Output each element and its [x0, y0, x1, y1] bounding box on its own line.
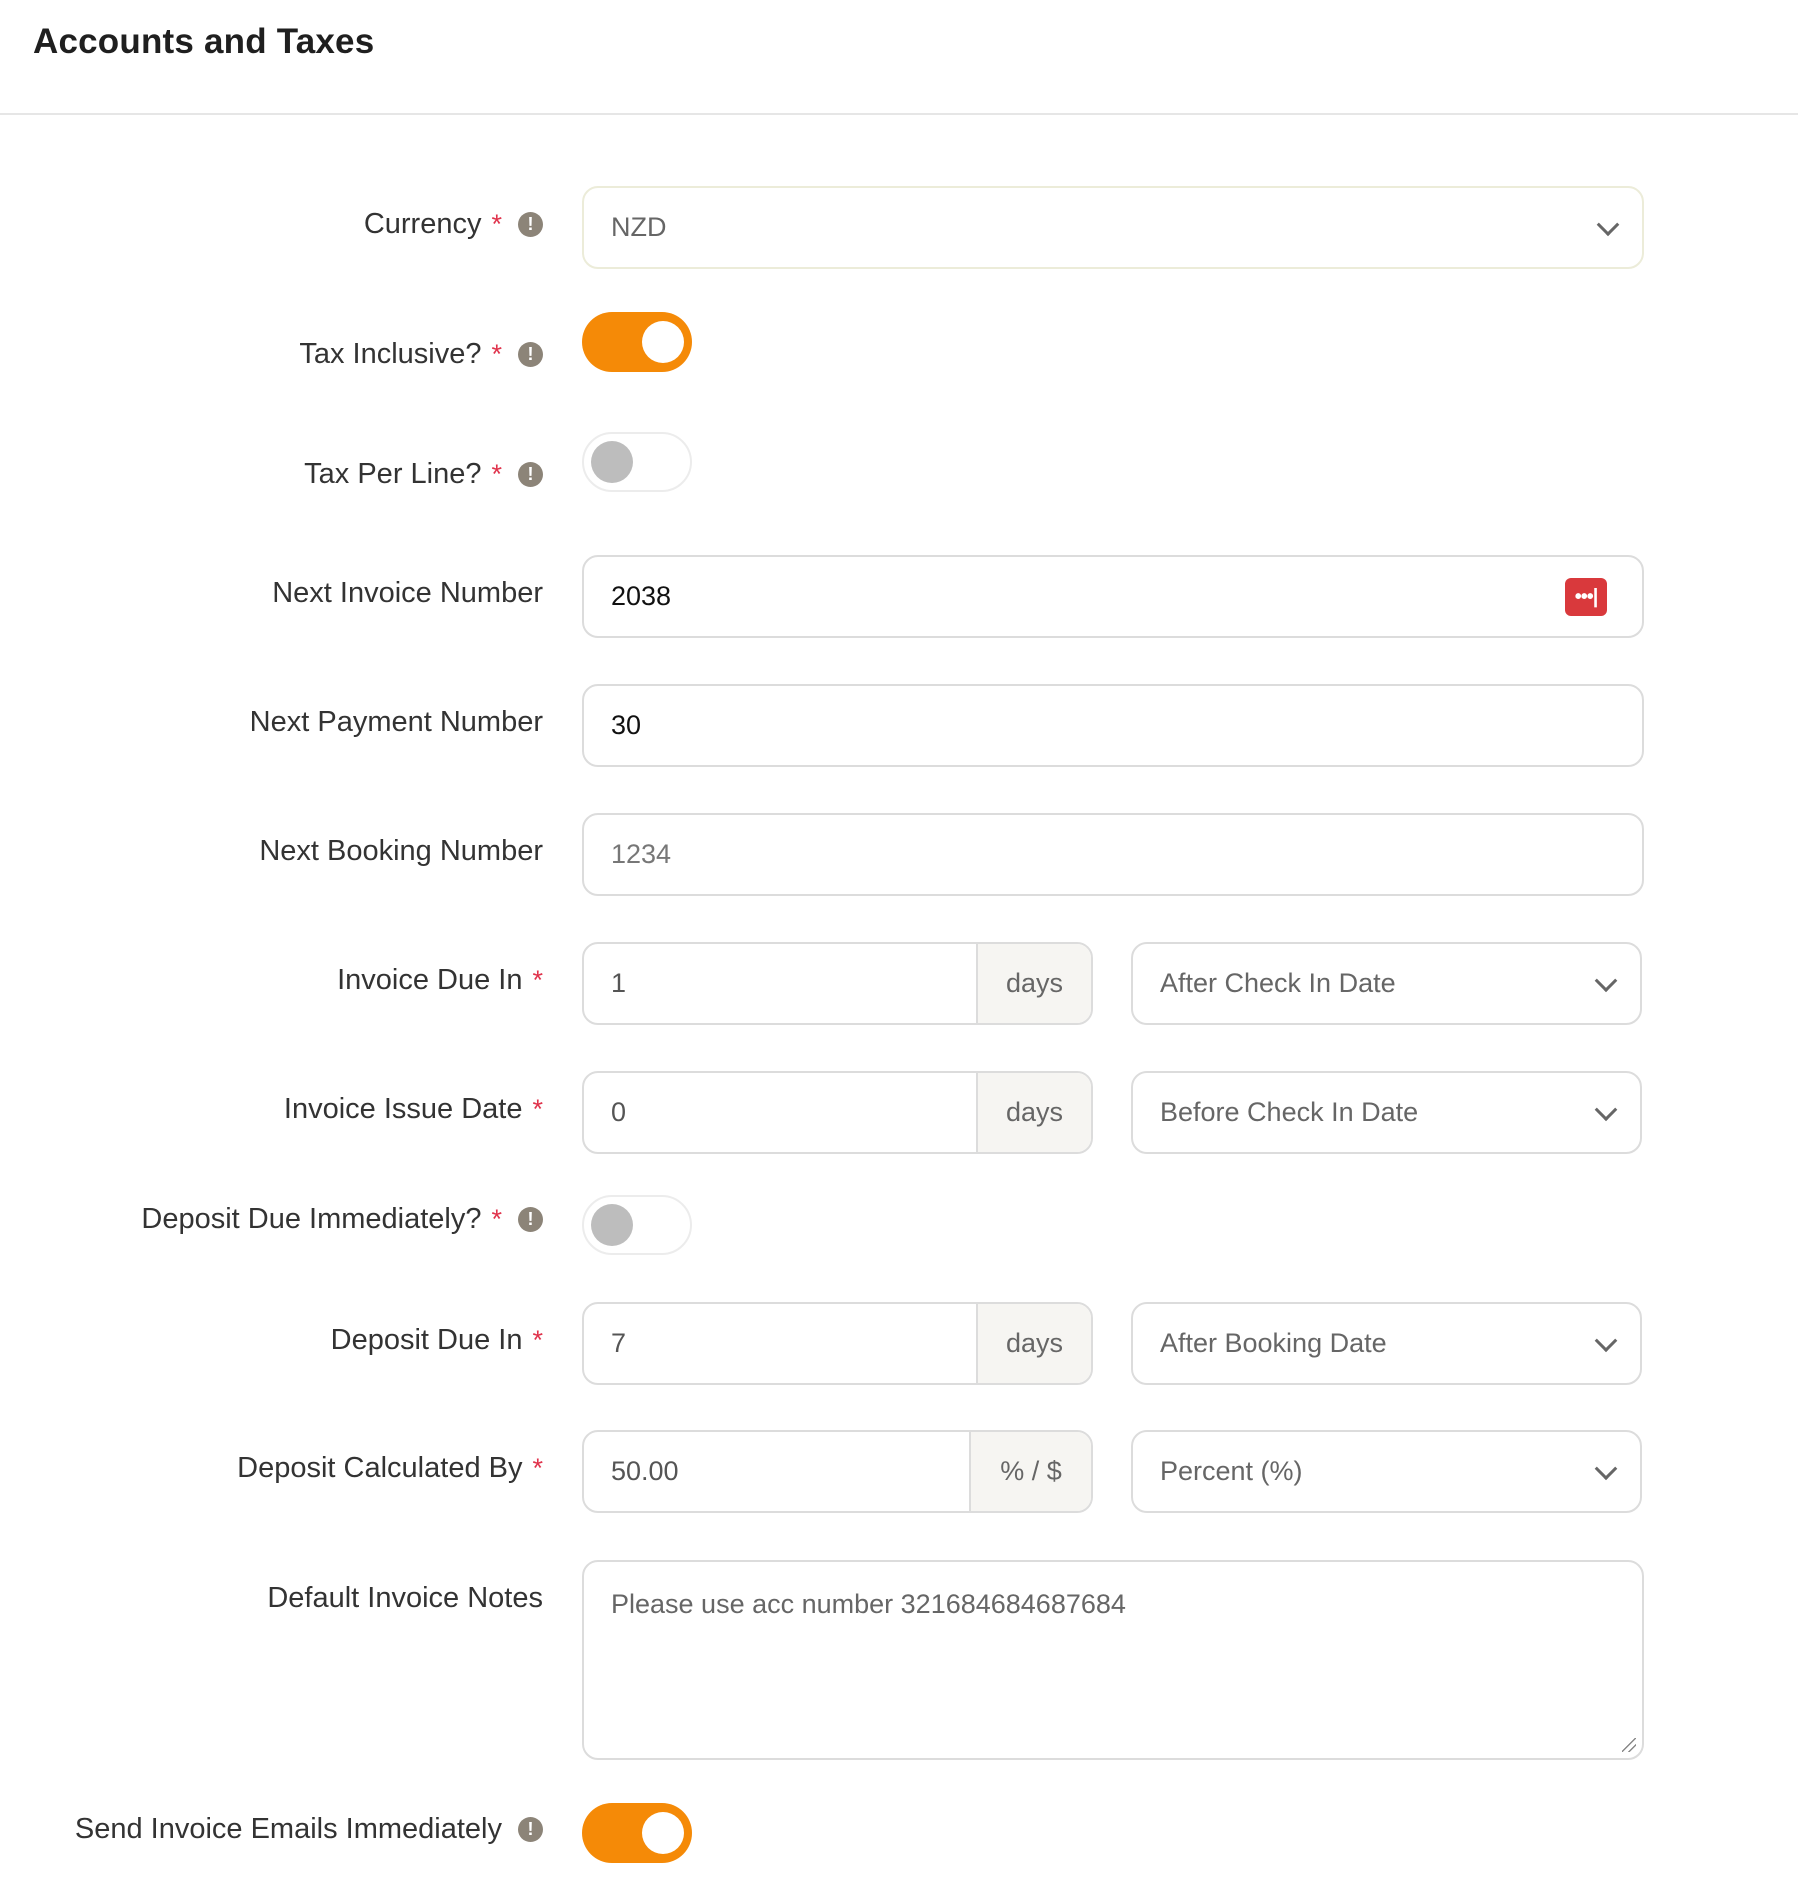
page-header [0, 0, 1798, 115]
toggle-knob [642, 1812, 684, 1854]
next-payment-number-row [0, 684, 1798, 767]
next-booking-number-input[interactable]: 1234 [582, 813, 1644, 896]
currency-row [0, 186, 1798, 269]
chevron-down-icon [1595, 1457, 1618, 1480]
password-manager-icon[interactable]: •••| [1565, 578, 1607, 616]
toggle-knob [591, 1204, 633, 1246]
page-title: Accounts and Taxes [33, 22, 375, 61]
percent-dollar-addon: % / $ [971, 1432, 1091, 1511]
invoice-issue-date-group [582, 1071, 1093, 1154]
next-invoice-number-row [0, 555, 1798, 638]
required-marker: * [532, 1325, 543, 1355]
days-addon: days [978, 1073, 1091, 1152]
required-marker: * [532, 1453, 543, 1483]
deposit-due-immediately-toggle[interactable] [582, 1195, 692, 1255]
days-addon: days [978, 1304, 1091, 1383]
tax-inclusive-row [0, 312, 1798, 372]
deposit-due-in-row [0, 1302, 1798, 1385]
default-invoice-notes-row [0, 1560, 1798, 1760]
deposit-calculated-by-group [582, 1430, 1093, 1513]
required-marker: * [491, 209, 502, 239]
info-icon[interactable]: ! [518, 212, 543, 237]
deposit-due-immediately-row [0, 1195, 1798, 1255]
next-booking-number-label: Next Booking Number [259, 835, 543, 867]
next-booking-number-row [0, 813, 1798, 896]
send-invoice-emails-row [0, 1803, 1798, 1863]
deposit-mode-select[interactable]: Percent (%) [1131, 1430, 1642, 1513]
tax-inclusive-label: Tax Inclusive? * ! [299, 338, 543, 371]
info-icon[interactable]: ! [518, 462, 543, 487]
default-invoice-notes-label: Default Invoice Notes [267, 1582, 543, 1614]
currency-label: Currency * ! [364, 208, 543, 241]
info-icon[interactable]: ! [518, 1207, 543, 1232]
tax-inclusive-toggle[interactable] [582, 312, 692, 372]
chevron-down-icon [1595, 1098, 1618, 1121]
days-addon: days [978, 944, 1091, 1023]
info-icon[interactable]: ! [518, 342, 543, 367]
deposit-amount-input[interactable]: 50.00 [584, 1432, 971, 1511]
required-marker: * [491, 1204, 502, 1234]
toggle-knob [591, 441, 633, 483]
chevron-down-icon [1595, 969, 1618, 992]
info-icon[interactable]: ! [518, 1817, 543, 1842]
invoice-due-in-relative-select[interactable]: After Check In Date [1131, 942, 1642, 1025]
resize-handle-icon[interactable] [1622, 1738, 1636, 1752]
deposit-due-in-relative-select[interactable]: After Booking Date [1131, 1302, 1642, 1385]
next-payment-number-label: Next Payment Number [249, 706, 543, 738]
deposit-calculated-by-label: Deposit Calculated By * [237, 1452, 543, 1484]
next-invoice-number-input[interactable]: 2038 •••| [582, 555, 1644, 638]
deposit-due-in-input[interactable]: 7 [584, 1304, 978, 1383]
invoice-issue-date-relative-select[interactable]: Before Check In Date [1131, 1071, 1642, 1154]
required-marker: * [491, 339, 502, 369]
send-invoice-emails-toggle[interactable] [582, 1803, 692, 1863]
invoice-issue-date-row [0, 1071, 1798, 1154]
tax-per-line-row [0, 432, 1798, 492]
required-marker: * [491, 459, 502, 489]
required-marker: * [532, 965, 543, 995]
default-invoice-notes-textarea[interactable]: Please use acc number 321684684687684 [582, 1560, 1644, 1760]
tax-per-line-label: Tax Per Line? * ! [304, 458, 543, 491]
toggle-knob [642, 321, 684, 363]
chevron-down-icon [1595, 1329, 1618, 1352]
currency-select[interactable]: NZD [582, 186, 1644, 269]
deposit-due-in-group [582, 1302, 1093, 1385]
invoice-due-in-input[interactable]: 1 [584, 944, 978, 1023]
required-marker: * [532, 1094, 543, 1124]
deposit-calculated-by-row [0, 1430, 1798, 1513]
send-invoice-emails-label: Send Invoice Emails Immediately ! [75, 1813, 543, 1846]
invoice-issue-date-input[interactable]: 0 [584, 1073, 978, 1152]
next-invoice-number-label: Next Invoice Number [272, 577, 543, 609]
chevron-down-icon [1597, 213, 1620, 236]
invoice-due-in-label: Invoice Due In * [337, 964, 543, 996]
invoice-due-in-row [0, 942, 1798, 1025]
deposit-due-immediately-label: Deposit Due Immediately? * ! [141, 1203, 543, 1236]
invoice-issue-date-label: Invoice Issue Date * [283, 1093, 543, 1125]
invoice-due-in-group [582, 942, 1093, 1025]
next-payment-number-input[interactable]: 30 [582, 684, 1644, 767]
deposit-due-in-label: Deposit Due In * [330, 1324, 543, 1356]
tax-per-line-toggle[interactable] [582, 432, 692, 492]
